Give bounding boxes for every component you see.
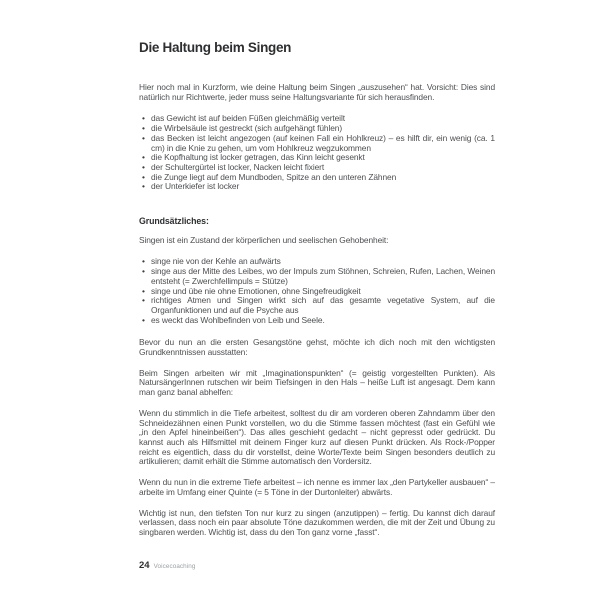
list-item-text: das Becken ist leicht angezogen (auf keinen Fall ein Hohlkreuz) – es hilft dir, ein wenig (ca. 1 cm) in die Knie zu gehen, um vom Hohlkreuz wegzukommen: [151, 132, 495, 153]
posture-list: [139, 114, 495, 192]
list-item-text: der Schultergürtel ist locker, Nacken leicht fixiert: [151, 161, 325, 172]
list-item: [142, 132, 495, 153]
grundsatz-list: [139, 257, 495, 325]
bullet-icon: •: [142, 132, 145, 143]
list-item: [142, 181, 495, 192]
list-item: [142, 314, 495, 326]
bullet-icon: •: [142, 152, 145, 163]
list-item-text: singe nie von der Kehle an aufwärts: [151, 256, 281, 267]
page-content: [139, 40, 495, 549]
section-heading: Grundsätzliches:: [139, 216, 209, 227]
list-item-text: richtiges Atmen und Singen wirkt sich auf das gesamte vegetative System, auf die Organfunktionen und auf die Psyche aus: [151, 295, 495, 315]
list-item-text: es weckt das Wohlbefinden von Leib und Seele.: [151, 314, 325, 325]
paragraph-extreme-tiefe: Wenn du nun in die extreme Tiefe arbeitest – ich nenne es immer lax „den Partykeller ausbauen“ – arbeite im Umfang einer Quinte (= 5 Töne in der Durtonleiter) abwärts.: [139, 477, 495, 497]
bullet-icon: •: [142, 256, 145, 267]
section-lead-paragraph: Singen ist ein Zustand der körperlichen und seelischen Gehobenheit:: [139, 234, 389, 245]
list-item-text: der Unterkiefer ist locker: [151, 181, 240, 192]
intro-paragraph: Hier noch mal in Kurzform, wie deine Haltung beim Singen „auszusehen“ hat. Vorsicht: Dies sind natürlich nur Richtwerte, jeder muss seine Haltungsvariante für sich herausfinden.: [139, 82, 495, 102]
list-item: [142, 266, 495, 286]
page-number: 24: [139, 560, 150, 571]
list-item-text: singe und übe nie ohne Emotionen, ohne Singefreudigkeit: [151, 285, 361, 296]
paragraph-wichtig: Wichtig ist nun, den tiefsten Ton nur kurz zu singen (anzutippen) – fertig. Du kannst dich darauf verlassen, dass noch ein paar absolute Töne dazukommen werden, die mit der Zeit und Übung zu singbaren werden. Wichtig ist, dass du den Ton ganz vorne „fasst“.: [139, 507, 495, 537]
list-item-text: die Kopfhaltung ist locker getragen, das Kinn leicht gesenkt: [151, 152, 365, 163]
paragraph-imagination: Beim Singen arbeiten wir mit „Imaginationspunkten“ (= geistig vorgestellten Punkten). Als NatursängerInnen rutschen wir beim Tiefsingen in den Hals – heiße Luft ist angesagt. Dem kann man ganz banal abhelfen:: [139, 367, 495, 398]
list-item-text: die Wirbelsäule ist gestreckt (sich aufgehängt fühlen): [151, 123, 343, 134]
list-item-text: das Gewicht ist auf beiden Füßen gleichmäßig verteilt: [151, 113, 345, 124]
paragraph-tiefe: Wenn du stimmlich in die Tiefe arbeitest, solltest du dir am vorderen oberen Zahndamm über den Schneidezähnen einen Punkt vorstellen, wo du die Stimme fassen möchtest (fast ein Gefühl wie „in den Apfel hineinbeißen“). Das alles geschieht gedacht – nicht gepresst oder gedrückt. Du kannst auch als Hilfsmittel mit deinem Finger kurz auf diesen Punkt drücken. Als Rock-/Popper reicht es eigentlich, dass du dir vorstellst, deine Worte/Texte beim Singen besonders deutlich zu artikulieren; damit erhält die Stimme automatisch den Vordersitz.: [139, 407, 495, 467]
bullet-icon: •: [142, 181, 145, 192]
bullet-icon: •: [142, 113, 145, 124]
list-item-text: die Zunge liegt auf dem Mundboden, Spitze an den unteren Zähnen: [151, 171, 397, 182]
bullet-icon: •: [142, 161, 145, 172]
bullet-icon: •: [142, 285, 145, 296]
bullet-icon: •: [142, 171, 145, 182]
bullet-icon: •: [142, 295, 145, 306]
page-footer: [139, 560, 196, 571]
bullet-icon: •: [142, 123, 145, 134]
paragraph-bevor: Bevor du nun an die ersten Gesangstöne gehst, möchte ich dich noch mit den wichtigsten Grundkenntnissen ausstatten:: [139, 337, 495, 358]
running-title: Voicecoaching: [153, 563, 196, 570]
bullet-icon: •: [142, 266, 145, 277]
page-title: Die Haltung beim Singen: [139, 40, 292, 55]
bullet-icon: •: [142, 314, 145, 325]
list-item: [142, 295, 495, 315]
list-item-text: singe aus der Mitte des Leibes, wo der Impuls zum Stöhnen, Schreien, Rufen, Lachen, Weinen entsteht (= Zwerchfellimpuls = Stütze): [151, 266, 495, 286]
